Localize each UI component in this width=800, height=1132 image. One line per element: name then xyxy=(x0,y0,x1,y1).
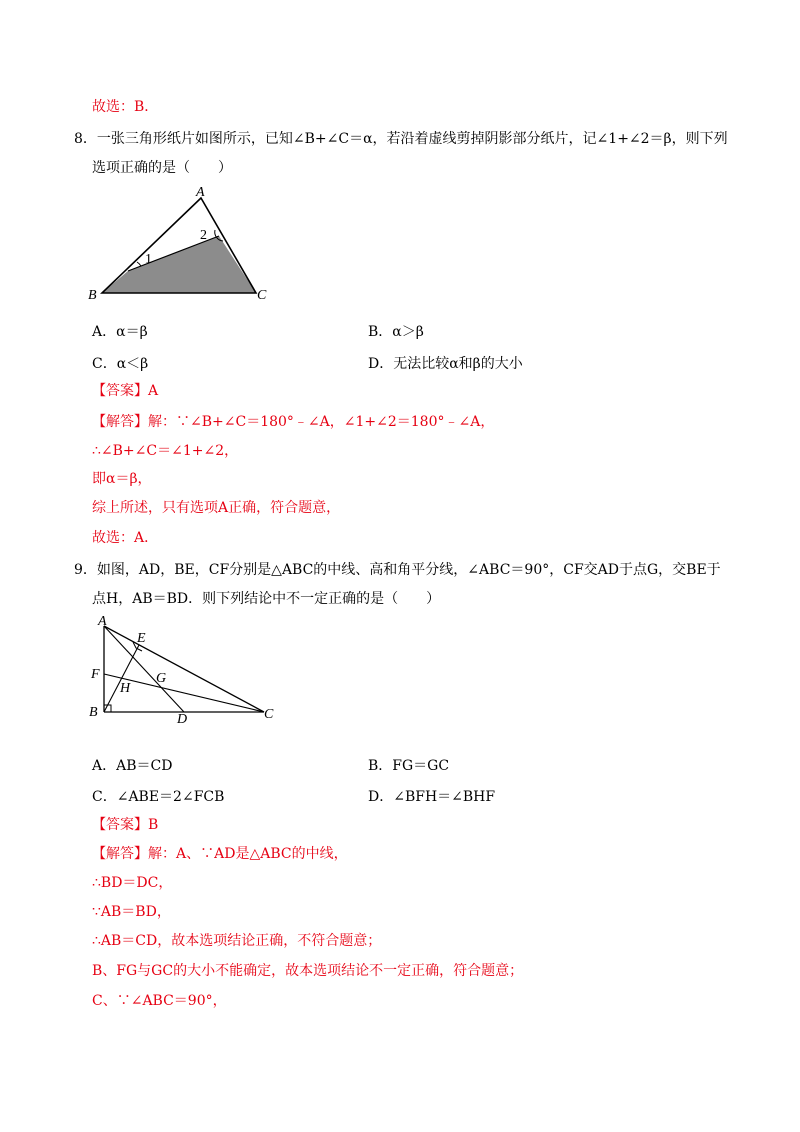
q8-option-d: D．无法比较α和β的大小 xyxy=(368,356,523,372)
q9-label-e: E xyxy=(137,631,146,646)
q8-solution-5: 故选：A． xyxy=(92,530,159,546)
q9-option-b: B．FG＝GC xyxy=(368,758,450,774)
q8-option-c: C．α＜β xyxy=(92,356,149,372)
q9-label-c: C xyxy=(264,707,274,722)
q9-option-d: D．∠BFH＝∠BHF xyxy=(368,789,496,805)
q9-stem-line1: 9．如图，AD，BE，CF分别是△ABC的中线、高和角平分线，∠ABC＝90°，CF交AD于点G，交BE于 xyxy=(74,562,721,578)
q8-angle1-arc xyxy=(137,262,141,266)
q9-label-a: A xyxy=(98,614,107,629)
q9-label-f: F xyxy=(91,667,100,682)
q9-answer: 【答案】B xyxy=(92,817,159,833)
q9-solution-3: ∵AB＝BD， xyxy=(92,904,171,920)
q9-solution-2: ∴BD＝DC， xyxy=(92,875,173,891)
q9-solution-1: 【解答】解：A、∵AD是△ABC的中线， xyxy=(92,846,348,862)
q9-solution-5: B、FG与GC的大小不能确定，故本选项结论不一定正确，符合题意； xyxy=(92,963,524,979)
q9-stem-line2: 点H，AB＝BD．则下列结论中不一定正确的是（ ） xyxy=(92,591,441,607)
q9-solution-6: C、∵∠ABC＝90°， xyxy=(92,993,227,1009)
q8-figure xyxy=(84,183,284,303)
q8-label-c: C xyxy=(257,288,267,303)
q9-side-ac xyxy=(104,626,264,712)
q8-label-1: 1 xyxy=(145,252,152,267)
q8-label-2: 2 xyxy=(200,228,207,243)
q9-label-h: H xyxy=(120,681,131,696)
q8-stem-line2: 选项正确的是（ ） xyxy=(92,160,232,176)
q9-figure xyxy=(84,612,284,724)
q8-solution-2: ∴∠B+∠C＝∠1+∠2， xyxy=(92,443,239,459)
q8-shaded-region xyxy=(102,236,256,293)
q8-label-a: A xyxy=(196,185,205,200)
q8-solution-1: 【解答】解：∵∠B+∠C＝180°﹣∠A，∠1+∠2＝180°﹣∠A， xyxy=(92,414,495,430)
q8-label-b: B xyxy=(88,288,97,303)
q9-solution-4: ∴AB＝CD，故本选项结论正确，不符合题意； xyxy=(92,933,382,949)
q9-label-b: B xyxy=(89,705,98,720)
q8-option-a: A．α＝β xyxy=(92,324,148,340)
q9-label-d: D xyxy=(177,712,188,724)
prev-conclusion: 故选：B． xyxy=(92,99,159,115)
q8-solution-4: 综上所述，只有选项A正确，符合题意， xyxy=(92,500,341,516)
q8-solution-3: 即α＝β， xyxy=(92,471,152,487)
q9-option-a: A．AB＝CD xyxy=(92,758,173,774)
q8-stem-line1: 8．一张三角形纸片如图所示，已知∠B+∠C＝α，若沿着虚线剪掉阴影部分纸片，记∠1+∠2＝β，则下列 xyxy=(74,131,728,147)
q9-label-g: G xyxy=(156,671,167,686)
q8-answer: 【答案】A xyxy=(92,383,159,399)
q8-option-b: B．α＞β xyxy=(368,324,424,340)
q9-option-c: C．∠ABE＝2∠FCB xyxy=(92,789,225,805)
